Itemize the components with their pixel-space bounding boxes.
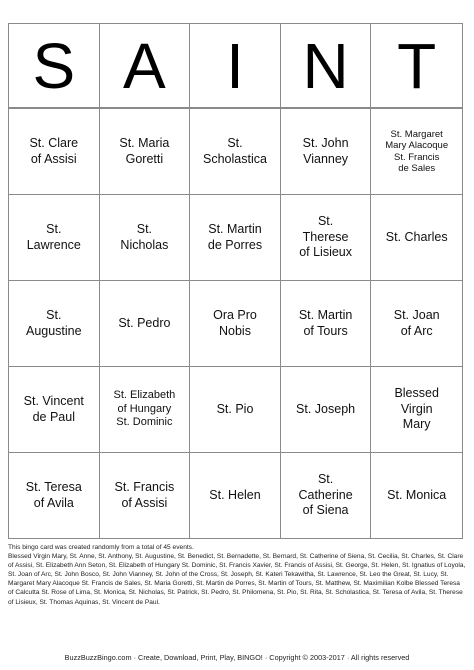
card-info-summary: This bingo card was created randomly from a total of 45 events.	[8, 544, 194, 551]
bingo-cell: St. Elizabeth of Hungary St. Dominic	[100, 366, 191, 452]
bingo-cell: St. Teresa of Avila	[9, 452, 100, 538]
bingo-cell: St. Francis of Assisi	[100, 452, 191, 538]
header-letter-i: I	[190, 24, 281, 107]
bingo-cell: St. John Vianney	[281, 108, 372, 194]
bingo-cell: St. Nicholas	[100, 194, 191, 280]
bingo-cell: St. Martin of Tours	[281, 280, 372, 366]
bingo-cell: Blessed Virgin Mary	[371, 366, 462, 452]
footer-credit: BuzzBuzzBingo.com · Create, Download, Print, Play, BINGO! · Copyright © 2003-2017 · All rights reserved	[64, 653, 410, 662]
bingo-cell: St. Vincent de Paul	[9, 366, 100, 452]
bingo-card	[8, 23, 463, 538]
bingo-cell: St. Clare of Assisi	[9, 108, 100, 194]
card-info	[8, 543, 466, 607]
card-info-event-list: Blessed Virgin Mary, St. Anne, St. Anthony, St. Augustine, St. Benedict, St. Bernadette, St. Bernard, St. Catherine of Siena, St. Cecilia, St. Charles, St. Clare of Assisi, St. Elizabeth Ann Seton, St. Elizabeth of Hungary St. Dominic, St. Francis Xavier, St. Francis of Assisi, St. George, St. Helen, St. Ignatius of Loyola, St. Joan of Arc, St. John Bosco, St. John Vianney, St. John of the Cross, St. Joseph, St. Kateri Tekawitha, St. Lawrence, St. Leo the Great, St. Lucy, St. Margaret Mary Alacoque St. Francis de Sales, St. Maria Goretti, St. Martin de Porres, St. Martin of Tours, St. Matthew, St. Maximilian Kolbe Blessed Teresa of Calcutta St. Rose of Lima, St. Monica, St. Nicholas, St. Patrick, St. Pedro, St. Philomena, St. Pio, St. Rita, St. Scholastica, St. Teresa of Avila, St. Therese of Lisieux, St. Thomas Aquinas, St. Vincent de Paul.	[8, 553, 466, 606]
header-letter-n: N	[281, 24, 372, 107]
bingo-cell: St. Scholastica	[190, 108, 281, 194]
bingo-cell: St. Margaret Mary Alacoque St. Francis de Sales	[371, 108, 462, 194]
bingo-cell: St. Martin de Porres	[190, 194, 281, 280]
header-letter-t: T	[397, 29, 437, 102]
header-letter-a: A	[100, 24, 191, 107]
bingo-cell: St. Joseph	[281, 366, 372, 452]
bingo-cell: St. Pedro	[100, 280, 191, 366]
free-space-cell: Ora Pro Nobis	[190, 280, 281, 366]
bingo-header	[8, 23, 463, 108]
bingo-cell: St. Therese of Lisieux	[281, 194, 372, 280]
header-letter-s: S	[9, 24, 100, 107]
bingo-cell: St. Pio	[190, 366, 281, 452]
bingo-cell: St. Catherine of Siena	[281, 452, 372, 538]
bingo-cell: St. Lawrence	[9, 194, 100, 280]
bingo-grid	[8, 108, 463, 539]
bingo-cell: St. Maria Goretti	[100, 108, 191, 194]
bingo-cell: St. Monica	[371, 452, 462, 538]
bingo-cell: St. Helen	[190, 452, 281, 538]
bingo-cell: St. Augustine	[9, 280, 100, 366]
bingo-cell: St. Charles	[371, 194, 462, 280]
bingo-cell: St. Joan of Arc	[371, 280, 462, 366]
